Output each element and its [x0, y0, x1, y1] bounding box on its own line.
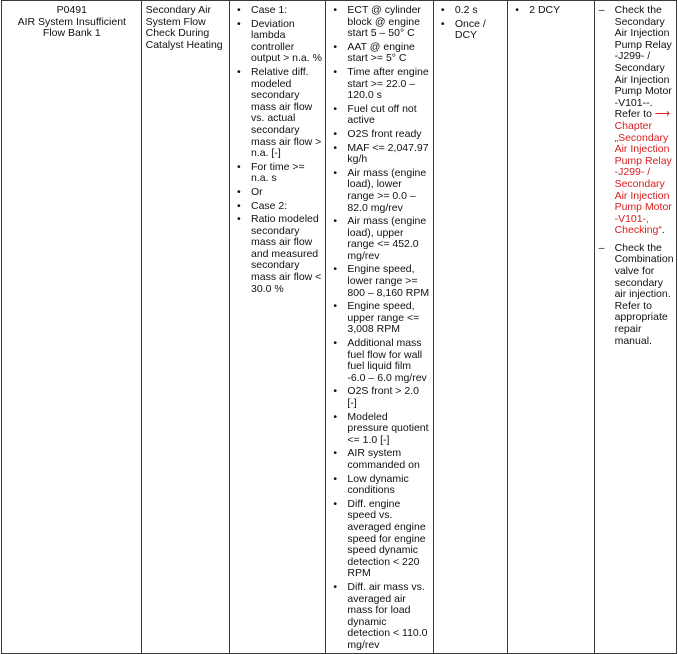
mil-cell	[508, 1, 594, 654]
list-item: • Time after engine start >= 22.0 – 120.0 s	[330, 67, 429, 102]
list-item: – Check the Combination valve for secondary air injection. Refer to appropriate repair manual.	[599, 243, 673, 347]
monitor-cell	[141, 1, 229, 654]
action-list	[599, 5, 673, 347]
dtc-table	[1, 0, 677, 654]
action-text: Check the Secondary Air Injection Pump Relay -J299- / Secondary Air Injection Pump Motor -V101--. Refer to	[614, 4, 672, 121]
action-cell	[594, 1, 676, 654]
list-item: • For time >= n.a. s	[234, 162, 322, 185]
dtc-description: AIR System Insufficient Flow Bank 1	[17, 15, 126, 40]
list-item: • ECT @ cylinder block @ engine start 5 – 50° C	[330, 5, 429, 40]
list-item: • AIR system commanded on	[330, 448, 429, 471]
time-list	[438, 5, 504, 42]
list-item: • Or	[234, 187, 322, 199]
list-item: • MAF <= 2,047.97 kg/h	[330, 143, 429, 166]
list-item: • Diff. air mass vs. averaged air mass for load dynamic detection < 110.0 mg/rev	[330, 582, 429, 652]
list-item: • 2 DCY	[512, 5, 590, 17]
list-item: • Air mass (engine load), upper range <= 452.0 mg/rev	[330, 216, 429, 262]
list-item: • Fuel cut off not active	[330, 104, 429, 127]
list-item: • Deviation lambda controller output > n.a. %	[234, 19, 322, 65]
list-item: • 0.2 s	[438, 5, 504, 17]
list-item: • Additional mass fuel flow for wall fuel liquid film -6.0 – 6.0 mg/rev	[330, 338, 429, 384]
monitor-strategy: Secondary Air System Flow Check During Catalyst Heating	[145, 4, 223, 51]
table-row	[2, 1, 677, 654]
list-item: • Ratio modeled secondary mass air flow and measured secondary mass air flow < 30.0 %	[234, 214, 322, 295]
malfunction-criteria-list	[234, 5, 322, 295]
list-item: • Modeled pressure quotient <= 1.0 [-]	[330, 412, 429, 447]
mil-list	[512, 5, 590, 17]
malfunction-criteria-cell	[230, 1, 326, 654]
chapter-link[interactable]: ⟶ Chapter „Secondary Air Injection Pump Relay -J299- / Secondary Air Injection Pump Motor -V101-, Checking“	[614, 108, 672, 237]
action-text-end: .	[661, 224, 665, 237]
list-item: • Air mass (engine load), lower range >= 0.0 – 82.0 mg/rev	[330, 168, 429, 214]
dtc-cell	[2, 1, 142, 654]
dtc-code: P0491	[56, 4, 87, 16]
list-item: • Low dynamic conditions	[330, 474, 429, 497]
list-item: • Case 1:	[234, 5, 322, 17]
list-item: • O2S front > 2.0 [-]	[330, 386, 429, 409]
list-item	[599, 5, 673, 237]
list-item: • O2S front ready	[330, 129, 429, 141]
list-item: • AAT @ engine start >= 5° C	[330, 42, 429, 65]
list-item: • Engine speed, upper range <= 3,008 RPM	[330, 301, 429, 336]
list-item: • Relative diff. modeled secondary mass air flow vs. actual secondary mass air flow > n.a. [-]	[234, 67, 322, 160]
enable-conditions-cell	[326, 1, 433, 654]
list-item: • Engine speed, lower range >= 800 – 8,160 RPM	[330, 264, 429, 299]
list-item: • Case 2:	[234, 201, 322, 213]
time-cell	[433, 1, 507, 654]
list-item: • Diff. engine speed vs. averaged engine speed for engine speed dynamic detection < 220 RPM	[330, 499, 429, 580]
list-item: • Once / DCY	[438, 19, 504, 42]
enable-conditions-list	[330, 5, 429, 651]
